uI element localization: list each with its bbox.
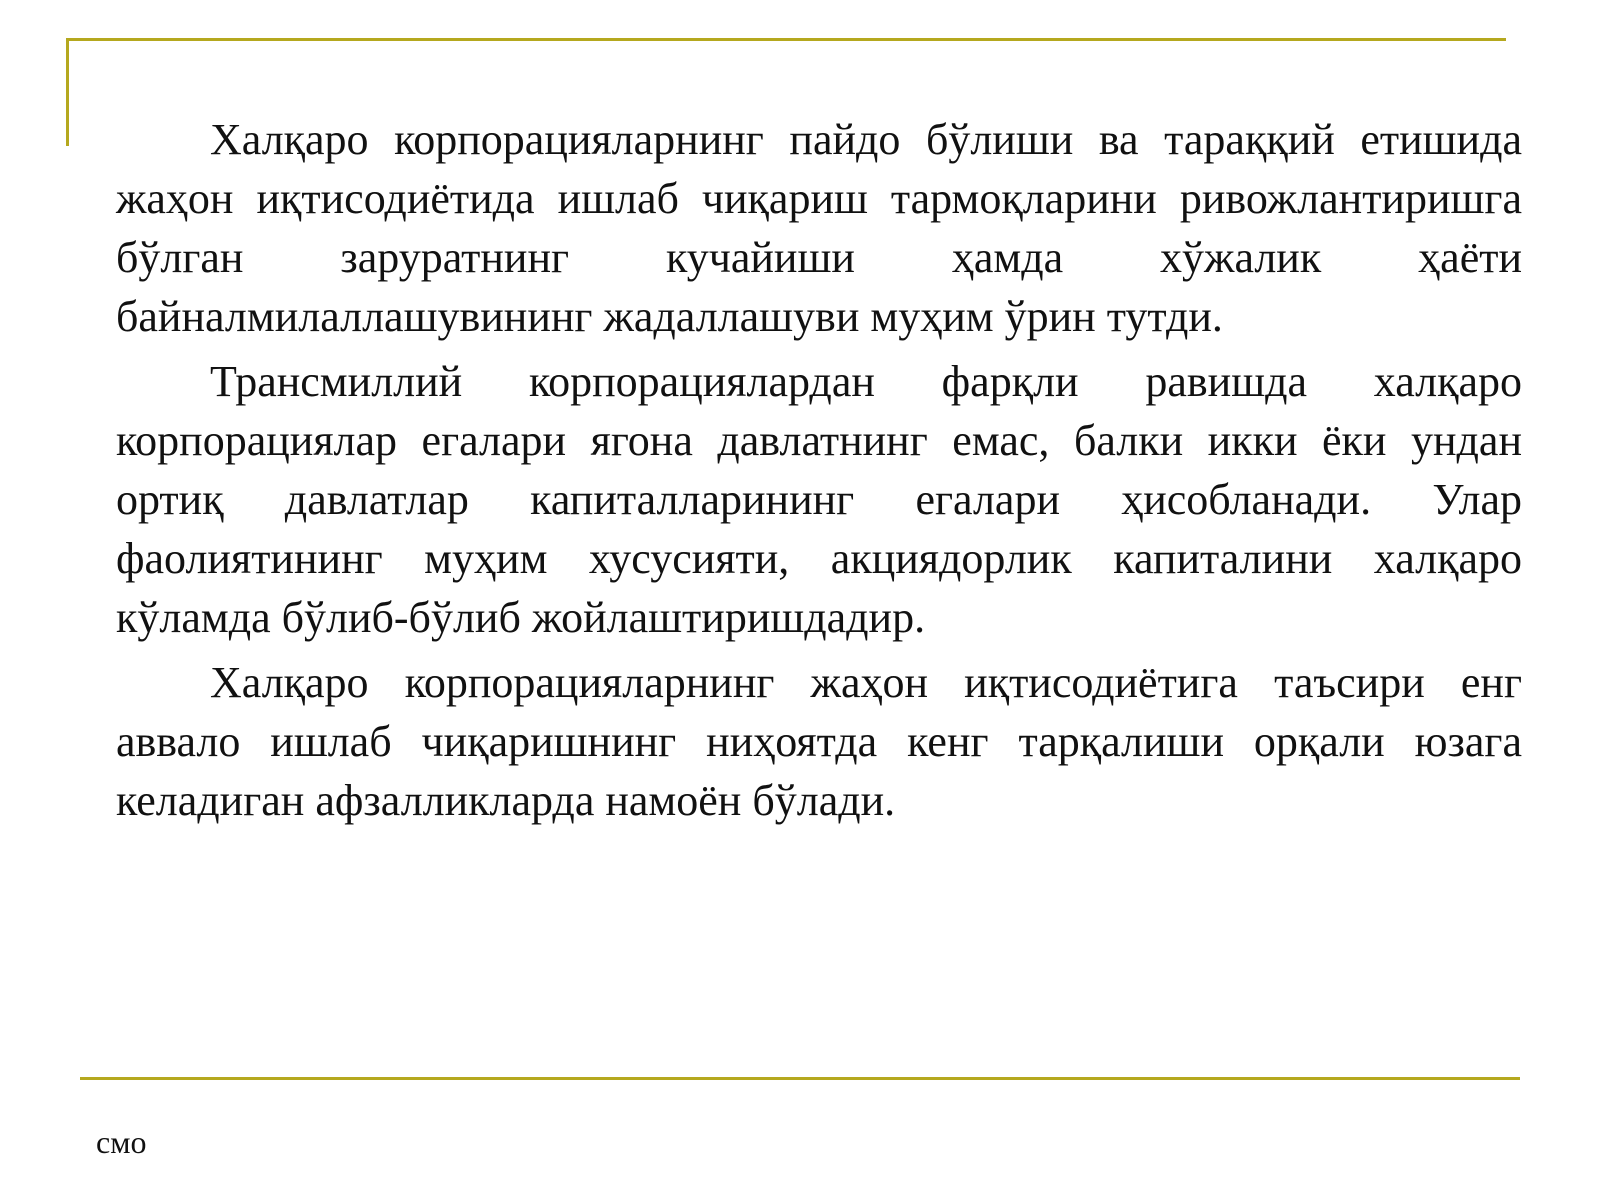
- paragraph-3: Халқаро корпорацияларнинг жаҳон иқтисодиётига таъсири енг аввало ишлаб чиқаришнинг ниҳоятда кенг тарқалиши орқали юзага келадиган афзалликларда намоён бўлади.: [116, 658, 1522, 825]
- top-accent-line: [66, 38, 1506, 41]
- paragraph-2: Трансмиллий корпорациялардан фарқли равишда халқаро корпорациялар егалари ягона давлатнинг емас, балки икки ёки ундан ортиқ давлатлар капиталларининг егалари ҳисобланади. Улар фаолиятининг муҳим хусусияти, акциядорлик капиталини халқаро кўламда бўлиб-бўлиб жойлаштиришдадир.: [116, 357, 1522, 642]
- footer-label: смо: [96, 1124, 147, 1160]
- paragraph-1: Халқаро корпорацияларнинг пайдо бўлиши ва тараққий етишида жаҳон иқтисодиётида ишлаб чиқариш тармоқларини ривожлантиришга бўлган заруратнинг кучайиши ҳамда хўжалик ҳаёти байналмилаллашувининг жадаллашуви муҳим ўрин тутди.: [116, 115, 1522, 341]
- slide-body-text: [116, 110, 1522, 836]
- bottom-accent-line: [80, 1077, 1520, 1080]
- left-accent-line: [66, 38, 69, 146]
